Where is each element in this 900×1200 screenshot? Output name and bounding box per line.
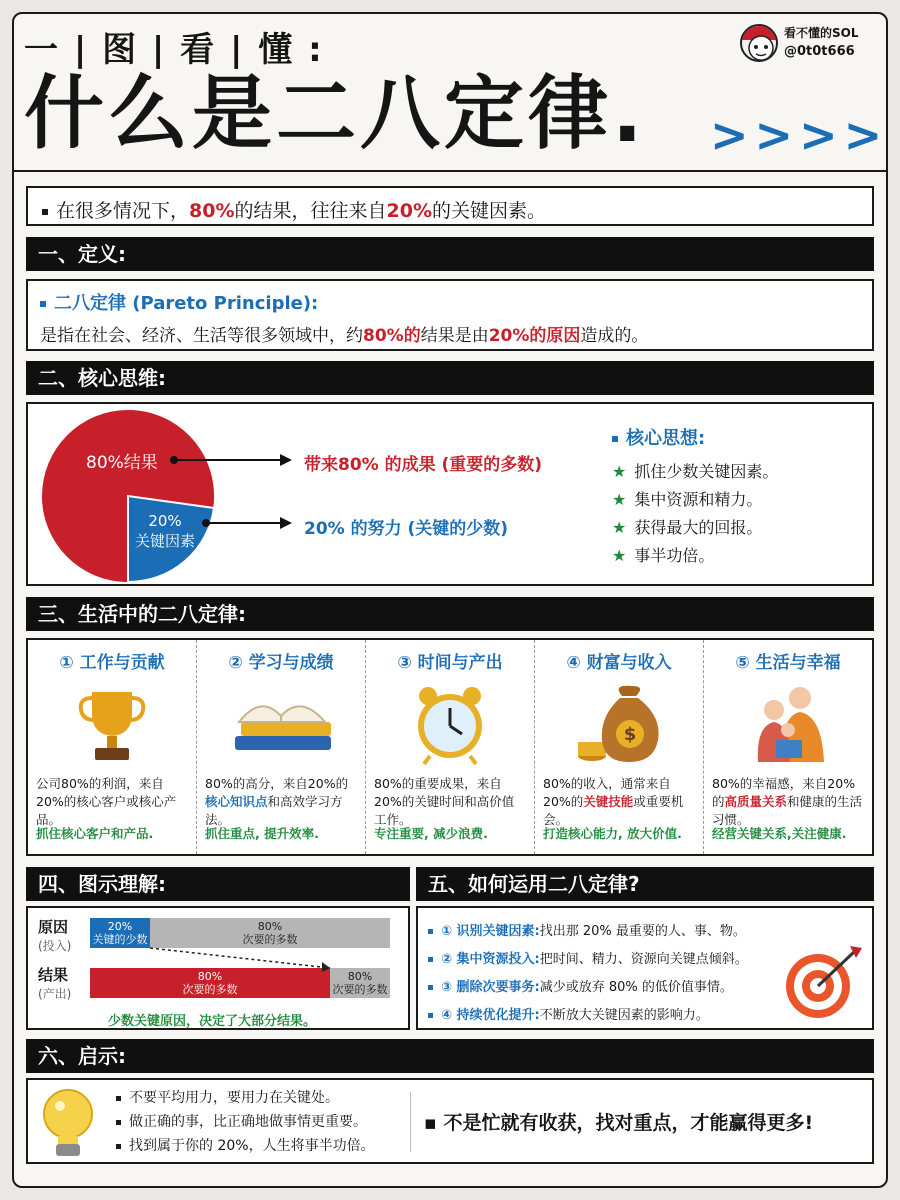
how-item-value: 把时间、精力、资源向关键点倾斜。 <box>539 952 748 967</box>
bullet-icon <box>42 209 48 215</box>
insight-item <box>116 1110 406 1134</box>
life-card-text-part: 和高效学习方法。 <box>205 794 343 827</box>
how-item-value: 减少或放弃 80% 的低价值事情。 <box>539 980 733 995</box>
life-card-text-part: 或重要机会。 <box>543 794 684 827</box>
core-idea-text: 事半功倍。 <box>634 546 715 565</box>
connector-lines <box>90 918 390 1002</box>
insight-item-text: 不要平均用力，要用力在关键处。 <box>129 1090 339 1106</box>
bullet-icon <box>116 1144 121 1149</box>
core-idea-text: 获得最大的回报。 <box>634 518 763 537</box>
author-id: @0t0t666 <box>784 44 855 59</box>
life-card-text-part: 80%的幸福感，来自20%的 <box>712 776 856 809</box>
definition-title <box>40 289 860 315</box>
lightbulb-icon <box>36 1086 100 1160</box>
life-card-text-part: 80%的收入，通常来自20%的 <box>543 776 671 809</box>
core-idea-text: 抓住少数关键因素。 <box>634 462 779 481</box>
definition-highlight: 80%的 <box>363 326 421 346</box>
intro-box <box>26 186 874 226</box>
alarm-clock-icon <box>374 677 526 771</box>
bar-label: 80% <box>257 920 283 933</box>
section-heading-definition: 一、定义: <box>26 237 874 271</box>
intro-highlight: 80% <box>189 200 235 222</box>
star-icon: ★ <box>612 462 627 481</box>
family-icon <box>712 677 864 771</box>
core-ideas <box>612 424 862 570</box>
life-card-text: 公司80%的利润，来自20%的核心客户或核心产品。 <box>36 776 177 827</box>
result-sublabel: (产出) <box>38 987 72 1001</box>
life-card-tip: 经营关键关系,关注健康. <box>712 826 847 841</box>
bullet-icon <box>116 1120 121 1125</box>
intro-highlight: 20% <box>386 200 432 222</box>
life-examples <box>26 638 874 856</box>
star-icon: ★ <box>612 518 627 537</box>
divider <box>12 170 888 172</box>
how-item-key: ③ 删除次要事务: <box>441 980 540 995</box>
avatar <box>740 24 778 62</box>
definition-title-text: 二八定律 (Pareto Principle): <box>54 293 319 314</box>
core-idea-text: 集中资源和精力。 <box>634 490 763 509</box>
pie-label-20 <box>128 512 202 551</box>
life-card-time <box>366 640 535 854</box>
bullet-icon <box>612 436 618 442</box>
life-card-text <box>205 775 357 829</box>
life-card-wealth <box>535 640 704 854</box>
bar-label: 80% <box>347 970 373 983</box>
core-ideas-heading-text: 核心思想: <box>626 428 706 449</box>
life-card-study <box>197 640 366 854</box>
arrow-head <box>280 454 292 466</box>
insight-item <box>116 1086 406 1110</box>
life-card-tip: 抓住重点, 提升效率. <box>205 826 319 841</box>
bar-label: 20% <box>107 920 133 933</box>
life-card-tip: 打造核心能力, 放大价值. <box>543 826 682 841</box>
section-heading-core: 二、核心思维: <box>26 361 874 395</box>
arrow-head <box>280 517 292 529</box>
target-icon <box>782 944 866 1020</box>
core-idea-item <box>612 486 862 514</box>
arrow-label-result: 带来80% 的成果 (重要的多数) <box>304 455 543 475</box>
result-label-text: 结果 <box>38 966 69 984</box>
bar-label: 次要的多数 <box>182 983 238 996</box>
life-card-tip: 抓住核心客户和产品. <box>36 826 154 841</box>
life-card-title: ⑤ 生活与幸福 <box>735 653 841 673</box>
bar-label: 次要的多数 <box>242 933 298 946</box>
how-item-key: ④ 持续优化提升: <box>441 1008 540 1023</box>
bar-figure <box>90 918 390 1002</box>
section-heading-figure: 四、图示理解: <box>26 867 410 901</box>
life-card-text <box>712 775 864 829</box>
star-icon: ★ <box>612 490 627 509</box>
page-title: 什么是二八定律. <box>24 67 647 160</box>
arrows-decoration: >>>> <box>710 108 889 162</box>
definition-text <box>40 321 860 346</box>
cause-label-text: 原因 <box>38 918 69 936</box>
definition-text-part: 结果是由 <box>420 326 489 346</box>
life-card-text: 80%的重要成果，来自20%的关键时间和高价值工作。 <box>374 776 515 827</box>
insight-item <box>116 1134 406 1158</box>
life-card-highlight: 关键技能 <box>583 794 634 809</box>
intro-text: 的关键因素。 <box>432 200 547 222</box>
cause-sublabel: (投入) <box>38 939 72 953</box>
pie-and-arrows <box>40 410 600 582</box>
definition-text-part: 造成的。 <box>580 326 649 346</box>
bullet-icon <box>40 301 46 307</box>
money-bag-icon <box>543 677 695 771</box>
core-idea-item <box>612 514 862 542</box>
life-card-happiness <box>704 640 872 854</box>
definition-box <box>26 279 874 351</box>
bullet-icon <box>428 957 433 962</box>
insight-list <box>116 1086 406 1158</box>
core-idea-item <box>612 542 862 570</box>
divider <box>410 1092 411 1152</box>
author-name: 看不懂的SOL <box>784 26 859 40</box>
intro-text: 的结果，往往来自 <box>234 200 387 222</box>
life-card-text-part: 和健康的生活习惯。 <box>712 794 863 827</box>
how-item-value: 不断放大关键因素的影响力。 <box>539 1008 709 1023</box>
how-item-key: ② 集中资源投入: <box>441 952 540 967</box>
life-card-text-part: 80%的高分，来自20%的 <box>205 776 349 791</box>
bullet-icon <box>428 929 433 934</box>
bullet-icon <box>116 1096 121 1101</box>
life-card-tip: 专注重要, 减少浪费. <box>374 826 488 841</box>
bullet-icon <box>428 1013 433 1018</box>
section-heading-insight: 六、启示: <box>26 1039 874 1073</box>
figure-caption: 少数关键原因，决定了大部分结果。 <box>108 1014 317 1029</box>
bar-label: 80% <box>197 970 223 983</box>
section-heading-how: 五、如何运用二八定律? <box>416 867 874 901</box>
definition-highlight: 20%的原因 <box>488 326 581 346</box>
how-item-key: ① 识别关键因素: <box>441 924 540 939</box>
pie-label-80: 80%结果 <box>86 453 158 473</box>
star-icon: ★ <box>612 546 627 565</box>
how-item-value: 找出那 20% 最重要的人、事、物。 <box>539 924 746 939</box>
trophy-icon <box>36 677 188 771</box>
life-card-work <box>28 640 197 854</box>
core-ideas-heading <box>612 424 862 450</box>
intro-text: 在很多情况下， <box>56 200 190 222</box>
life-card-highlight: 核心知识点 <box>205 794 268 809</box>
svg-text:$: $ <box>623 724 637 745</box>
life-card-title: ④ 财富与收入 <box>566 653 672 673</box>
life-card-title: ① 工作与贡献 <box>59 653 165 673</box>
how-item <box>428 918 862 946</box>
core-idea-item <box>612 458 862 486</box>
result-label <box>38 964 71 1002</box>
life-card-title: ③ 时间与产出 <box>397 653 503 673</box>
life-card-title: ② 学习与成绩 <box>228 653 334 673</box>
header-subtitle: 一 | 图 | 看 | 懂 : <box>24 30 324 70</box>
bar-label: 关键的少数 <box>92 933 148 946</box>
arrow-label-effort: 20% 的努力 (关键的少数) <box>304 519 509 539</box>
insight-item-text: 做正确的事，比正确地做事情更重要。 <box>129 1114 367 1130</box>
books-icon <box>205 677 357 771</box>
bar-label: 次要的多数 <box>332 983 388 996</box>
life-card-text <box>543 775 695 829</box>
definition-text-part: 是指在社会、经济、生活等很多领域中，约 <box>40 326 363 346</box>
insight-quote: ▪ 不是忙就有收获，找对重点，才能赢得更多! <box>424 1112 814 1134</box>
life-card-highlight: 高质量关系 <box>724 794 788 809</box>
bullet-icon <box>428 985 433 990</box>
insight-item-text: 找到属于你的 20%，人生将事半功倍。 <box>129 1138 375 1154</box>
pie-label-20-text: 关键因素 <box>134 531 195 550</box>
cause-label <box>38 916 71 954</box>
pie-label-20-pct: 20% <box>148 512 182 530</box>
section-heading-life: 三、生活中的二八定律: <box>26 597 874 631</box>
